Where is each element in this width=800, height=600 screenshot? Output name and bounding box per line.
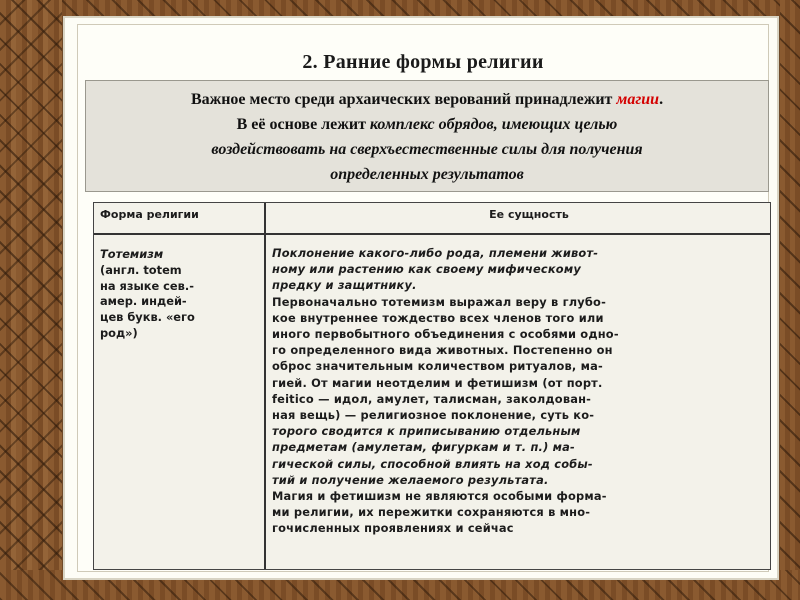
table-header [94,203,770,235]
callout-text: Важное место среди архаических верований принадлежит [190,91,617,108]
essence-line: ми религии, их пережитки сохраняются в мно- [272,505,591,520]
callout-box [85,80,769,192]
essence-line: ному или растению как своему мифическому [272,262,581,277]
term-note-line: на языке сев.- [100,278,194,293]
column-divider [264,203,266,569]
term-note-line: амер. индей- [100,294,187,309]
essence-line: гией. От магии неотделим и фетишизм (от порт. [272,375,603,390]
essence-line: Первоначально тотемизм выражал веру в глубо- [272,294,607,309]
callout-line-2 [86,112,768,137]
highlight-magic: магии [616,91,660,108]
wood-frame-left [0,0,62,600]
term-totemism: Тотемизм [100,247,164,261]
term-note-line: (англ. totem [100,262,182,277]
term-note-line: цев букв. «его [100,310,195,325]
header-essence: Ее сущность [489,208,569,221]
essence-line: предметам (амулетам, фигуркам и т. п.) ма- [272,440,575,455]
term-note-line: род») [100,325,138,340]
callout-italic-text: комплекс обрядов, имеющих целью [369,116,618,133]
essence-line: гической силы, способной влиять на ход собы- [272,456,593,471]
slide [65,18,777,578]
callout-line-3: воздействовать на сверхъестественные силы для получения [211,141,643,158]
religion-forms-table [93,202,771,570]
callout-text: . [659,91,664,108]
cell-form-totemism [100,247,260,342]
essence-line: предку и защитнику. [272,278,417,293]
essence-line: гочисленных проявлениях и сейчас [272,521,514,536]
slide-content [77,24,769,572]
slide-title: 2. Ранние формы религии [302,51,544,73]
essence-line: Магия и фетишизм не являются особыми форма- [272,489,607,504]
essence-line: кое внутреннее тождество всех членов того или [272,310,604,325]
wood-frame-right [780,0,800,600]
cell-essence-totemism [272,245,764,537]
essence-line: feitico — идол, амулет, талисман, заколдован- [272,391,592,406]
callout-text: В её основе лежит [236,116,370,133]
essence-line: Поклонение какого-либо рода, племени живот- [272,246,599,260]
essence-line: оброс значительным количеством ритуалов, ма- [272,359,603,374]
essence-line: иного первобытного объединения с особями одно- [272,327,619,342]
essence-line: ная вещь) — религиозное поклонение, суть ко- [272,408,595,423]
header-form: Форма религии [100,208,199,221]
essence-line: тий и получение желаемого результата. [272,472,549,487]
essence-line: го определенного вида животных. Постепенно он [272,343,613,358]
wood-frame-top [0,0,800,16]
callout-line-4: определенных результатов [330,166,524,183]
essence-line: торого сводится к приписыванию отдельным [272,424,581,439]
callout-line-1 [86,87,768,112]
